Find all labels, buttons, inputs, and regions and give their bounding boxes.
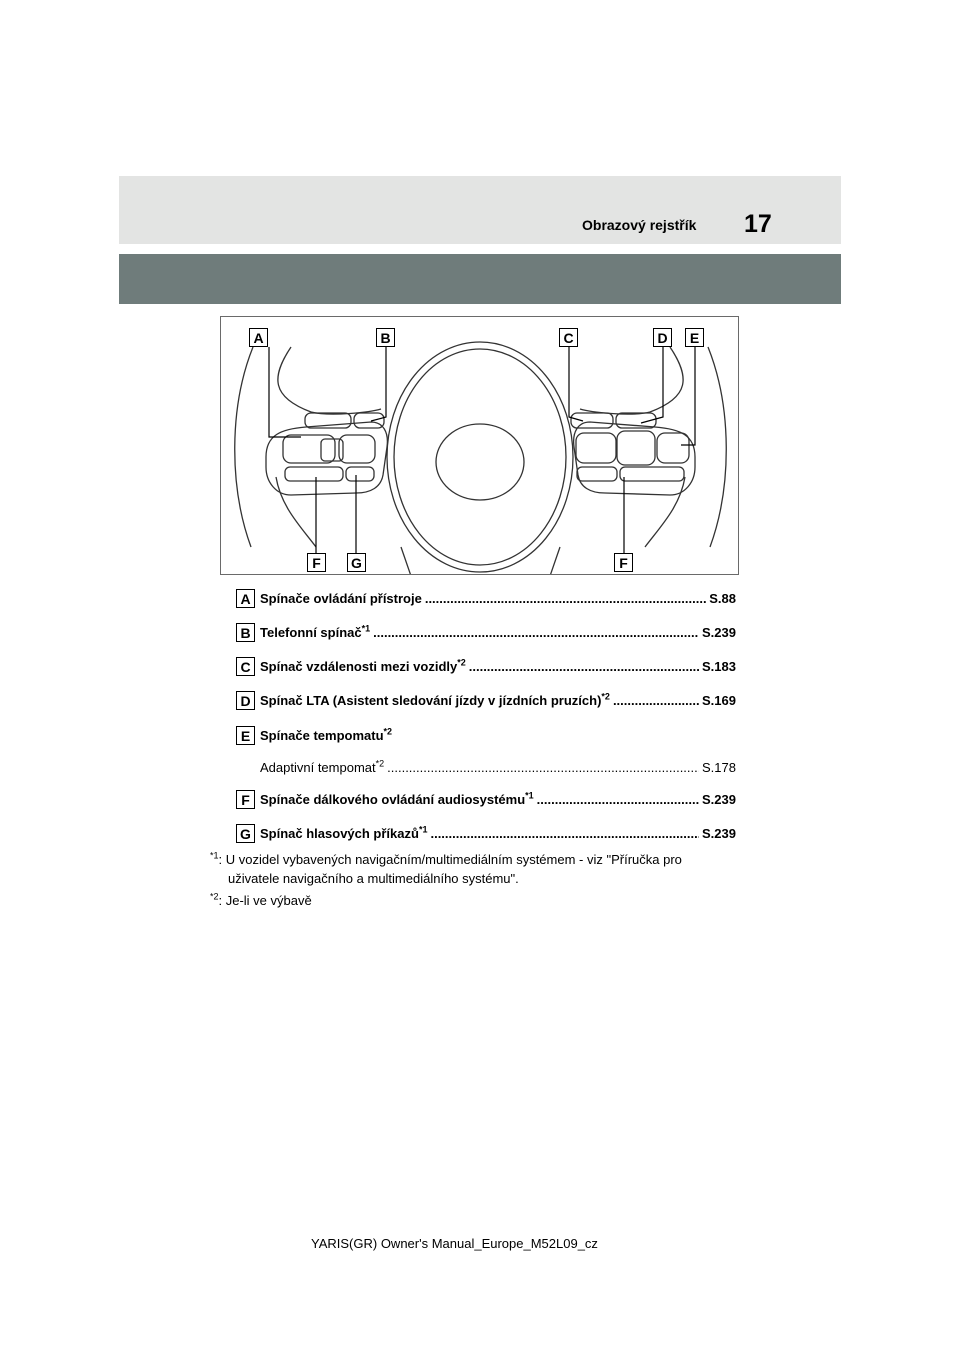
entry-label: Spínače dálkového ovládání audiosystému (260, 792, 526, 807)
section-color-band (119, 254, 841, 304)
figure-callout-f-left: F (307, 553, 326, 572)
entry-label: Spínač hlasových příkazů (260, 826, 419, 841)
entry-letter: B (236, 623, 255, 642)
entry-letter: G (236, 824, 255, 843)
dot-leader (430, 826, 699, 841)
entry-letter: C (236, 657, 255, 676)
dot-leader (469, 659, 699, 674)
entry-label: Spínač LTA (Asistent sledování jízdy v jízdních pruzích) (260, 693, 602, 708)
footnote-marker: *2 (457, 657, 466, 668)
dot-leader (373, 625, 699, 640)
page-reference-link[interactable]: S.169 (702, 693, 736, 708)
figure-callout-g: G (347, 553, 366, 572)
header-band (119, 176, 841, 244)
footnote-marker: *1 (418, 824, 428, 835)
figure-callout-d: D (653, 328, 672, 347)
footnote-text: : Je-li ve výbavě (218, 893, 312, 908)
figure-callout-a: A (249, 328, 268, 347)
figure-callout-f-right: F (614, 553, 633, 572)
footnote-marker: *2 (601, 691, 610, 702)
page-reference-link[interactable]: S.239 (702, 625, 736, 640)
steering-wheel-illustration (221, 317, 739, 575)
entry-letter: A (236, 589, 255, 608)
entry-letter: F (236, 790, 255, 809)
entry-label: Spínače ovládání přístroje (260, 591, 422, 606)
entry-letter: E (236, 726, 255, 745)
dot-leader (537, 792, 699, 807)
page-reference-link[interactable]: S.88 (709, 591, 736, 606)
footer-manual-id: YARIS(GR) Owner's Manual_Europe_M52L09_cz (311, 1236, 598, 1251)
page-reference-link[interactable]: S.183 (702, 659, 736, 674)
footnote-text-continued: uživatele navigačního a multimediálního systému". (228, 871, 519, 886)
page-reference-link[interactable]: S.178 (702, 760, 736, 775)
entry-label: Telefonní spínač (260, 625, 362, 640)
page-reference-link[interactable]: S.239 (702, 826, 736, 841)
section-title: Obrazový rejstřík (582, 217, 697, 233)
figure-callout-e: E (685, 328, 704, 347)
footnote-marker: *2 (383, 726, 393, 737)
figure-callout-b: B (376, 328, 395, 347)
footnote-marker: *1 (361, 623, 371, 634)
footnote-mark: *2 (210, 891, 219, 902)
steering-wheel-figure (220, 316, 739, 575)
footnote (210, 891, 750, 910)
dot-leader (387, 760, 699, 775)
dot-leader (613, 693, 699, 708)
page-reference-link[interactable]: S.239 (702, 792, 736, 807)
footnote-mark: *1 (210, 850, 219, 861)
entry-label: Spínač vzdálenosti mezi vozidly (260, 659, 458, 674)
entry-label: Spínače tempomatu (260, 728, 384, 743)
footnote-marker: *2 (375, 758, 385, 769)
figure-callout-c: C (559, 328, 578, 347)
footnote (210, 850, 750, 888)
dot-leader (425, 591, 706, 606)
entry-label: Adaptivní tempomat (260, 760, 376, 775)
page-number: 17 (744, 210, 772, 238)
entry-letter: D (236, 691, 255, 710)
footnote-text: : U vozidel vybavených navigačním/multimediálním systémem - viz "Příručka pro (218, 852, 682, 867)
footnote-marker: *1 (525, 790, 534, 801)
